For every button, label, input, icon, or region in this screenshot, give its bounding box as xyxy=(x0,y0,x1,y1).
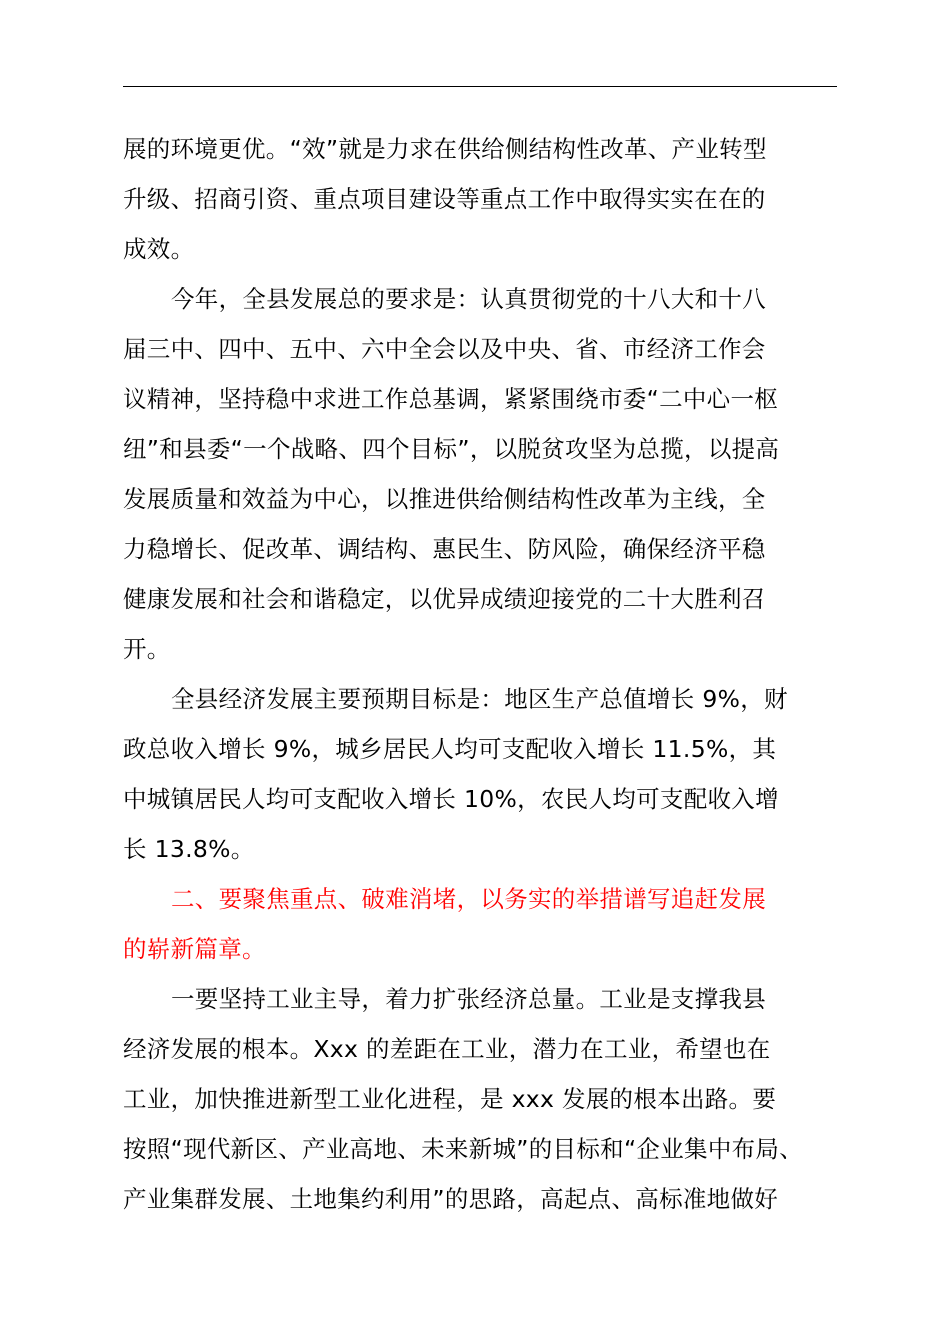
text-line: 经济发展的根本。Xxx 的差距在工业，潜力在工业，希望也在 xyxy=(123,1035,771,1063)
document-body xyxy=(123,124,839,1224)
text-line: 升级、招商引资、重点项目建设等重点工作中取得实实在在的 xyxy=(123,185,766,213)
section-heading-line: 二、要聚焦重点、破难消堵，以务实的举措谱写追赶发展 xyxy=(171,885,766,913)
text-line: 产业集群发展、土地集约利用”的思路，高起点、高标准地做好 xyxy=(123,1185,779,1213)
text-line: 届三中、四中、五中、六中全会以及中央、省、市经济工作会 xyxy=(123,335,766,363)
text-line: 发展质量和效益为中心，以推进供给侧结构性改革为主线，全 xyxy=(123,485,766,513)
text-line: 纽”和县委“一个战略、四个目标”，以脱贫攻坚为总揽，以提高 xyxy=(123,435,780,463)
text-line: 议精神，坚持稳中求进工作总基调，紧紧围绕市委“二中心一枢 xyxy=(123,385,779,413)
text-line: 工业，加快推进新型工业化进程，是 xxx 发展的根本出路。要 xyxy=(123,1085,777,1113)
paragraph-start-line: 今年，全县发展总的要求是：认真贯彻党的十八大和十八 xyxy=(171,285,766,313)
section-heading-line: 的崭新篇章。 xyxy=(123,935,266,963)
text-line: 按照“现代新区、产业高地、未来新城”的目标和“企业集中布局、 xyxy=(123,1135,804,1163)
text-line: 展的环境更优。“效”就是力求在供给侧结构性改革、产业转型 xyxy=(123,135,767,163)
text-line: 成效。 xyxy=(123,235,195,263)
header-rule xyxy=(123,86,837,87)
paragraph-start-line: 一要坚持工业主导，着力扩张经济总量。工业是支撑我县 xyxy=(171,985,766,1013)
text-line: 力稳增长、促改革、调结构、惠民生、防风险，确保经济平稳 xyxy=(123,535,766,563)
text-line: 中城镇居民人均可支配收入增长 10%，农民人均可支配收入增 xyxy=(123,785,779,813)
text-line: 政总收入增长 9%，城乡居民人均可支配收入增长 11.5%，其 xyxy=(123,735,777,763)
text-line: 健康发展和社会和谐稳定，以优异成绩迎接党的二十大胜利召 xyxy=(123,585,766,613)
text-line: 长 13.8%。 xyxy=(123,835,255,863)
paragraph-start-line: 全县经济发展主要预期目标是：地区生产总值增长 9%，财 xyxy=(171,685,788,713)
text-line: 开。 xyxy=(123,635,171,663)
